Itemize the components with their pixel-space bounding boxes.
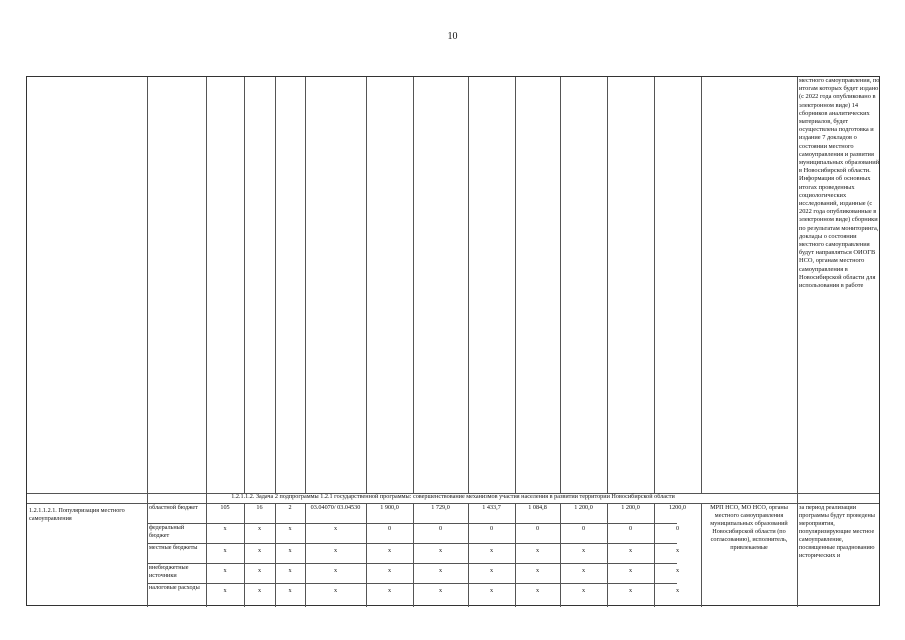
result-cell: за период реализации программы будут проведены мероприятия, популяризирующие местное самоуправление, посвященные празднованию исторических и bbox=[799, 504, 875, 559]
value-cell: x bbox=[288, 587, 292, 594]
value-cell: x bbox=[675, 567, 680, 574]
value-cell: 1 433,7 bbox=[482, 504, 501, 511]
value-cell: x bbox=[438, 587, 443, 594]
value-cell: x bbox=[257, 587, 262, 594]
value-cell: 1 200,0 bbox=[621, 504, 640, 511]
source-label: местные бюджеты bbox=[149, 544, 198, 551]
value-cell: x bbox=[223, 567, 227, 574]
value-cell: 1200,0 bbox=[668, 504, 686, 511]
value-cell: x bbox=[257, 567, 262, 574]
value-cell: x bbox=[257, 525, 262, 532]
value-cell: x bbox=[223, 587, 227, 594]
value-cell: x bbox=[288, 525, 292, 532]
value-cell: 1 084,8 bbox=[528, 504, 547, 511]
value-cell: 0 bbox=[675, 525, 680, 532]
value-cell: x bbox=[581, 567, 586, 574]
value-cell: x bbox=[581, 587, 586, 594]
page-number: 10 bbox=[447, 31, 458, 42]
value-cell: x bbox=[333, 567, 338, 574]
value-cell: x bbox=[535, 547, 540, 554]
value-cell: x bbox=[628, 587, 633, 594]
top-note: местного самоуправления, по итогам которых будет издано (с 2022 года опубликовано в электронном виде) 14 сборников аналитических материалов, будет осуществлена подготовка и издание 7 докладов о состоянии местного самоуправления и развития муниципальных образований в Новосибирской области. Информация об основных итогах проведенных социологических исследований, изданные (с 2022 года опубликованные в электронном виде) сборники по результатам мониторинга, доклады о состоянии местного самоуправления будут направляться ОИОГВ НСО, органам местного самоуправления в Новосибирской области для использования в работе bbox=[799, 77, 880, 290]
value-cell: x bbox=[288, 567, 292, 574]
value-cell: 0 bbox=[581, 525, 586, 532]
value-cell: 0 bbox=[489, 525, 494, 532]
source-label: внебюджетные источники bbox=[149, 564, 189, 579]
value-cell: x bbox=[257, 547, 262, 554]
value-cell: 0 bbox=[387, 525, 392, 532]
value-cell: 0 bbox=[628, 525, 633, 532]
value-cell: 03.04070/ 03.04530 bbox=[310, 504, 361, 511]
value-cell: x bbox=[387, 587, 392, 594]
value-cell: x bbox=[581, 547, 586, 554]
value-cell: x bbox=[438, 547, 443, 554]
task-heading: 1.2.1.1.2. Задача 2 подпрограммы 1.2.1 государственной программы: совершенствование механизмов участия населения в развитии территории Новосибирской области bbox=[231, 493, 675, 500]
value-cell: x bbox=[333, 525, 338, 532]
value-cell: 1 900,0 bbox=[380, 504, 399, 511]
value-cell: 1 729,0 bbox=[431, 504, 450, 511]
source-label: налоговые расходы bbox=[149, 584, 200, 591]
value-cell: x bbox=[333, 587, 338, 594]
value-cell: 0 bbox=[438, 525, 443, 532]
value-cell: x bbox=[489, 567, 494, 574]
value-cell: x bbox=[438, 567, 443, 574]
value-cell: x bbox=[223, 547, 227, 554]
value-cell: x bbox=[535, 567, 540, 574]
value-cell: x bbox=[288, 547, 292, 554]
program-table bbox=[26, 76, 880, 606]
value-cell: 2 bbox=[288, 504, 292, 511]
executor-cell: МРП НСО, МО НСО, органы местного самоуправления муниципальных образований Новосибирской области (по согласованию), исполнитель, привлекаемые bbox=[710, 504, 788, 551]
value-cell: x bbox=[387, 547, 392, 554]
value-cell: 105 bbox=[220, 504, 230, 511]
value-cell: x bbox=[223, 525, 227, 532]
value-cell: x bbox=[333, 547, 338, 554]
source-label: федеральный бюджет bbox=[149, 524, 185, 539]
value-cell: 16 bbox=[256, 504, 263, 511]
value-cell: 1 200,0 bbox=[574, 504, 593, 511]
value-cell: x bbox=[489, 587, 494, 594]
value-cell: x bbox=[675, 547, 680, 554]
value-cell: x bbox=[675, 587, 680, 594]
source-label: областной бюджет bbox=[149, 504, 198, 511]
value-cell: x bbox=[489, 547, 494, 554]
value-cell: 0 bbox=[535, 525, 540, 532]
value-cell: x bbox=[535, 587, 540, 594]
activity-name: 1.2.1.1.2.1. Популяризация местного самоуправления bbox=[29, 507, 125, 522]
value-cell: x bbox=[628, 547, 633, 554]
value-cell: x bbox=[628, 567, 633, 574]
value-cell: x bbox=[387, 567, 392, 574]
